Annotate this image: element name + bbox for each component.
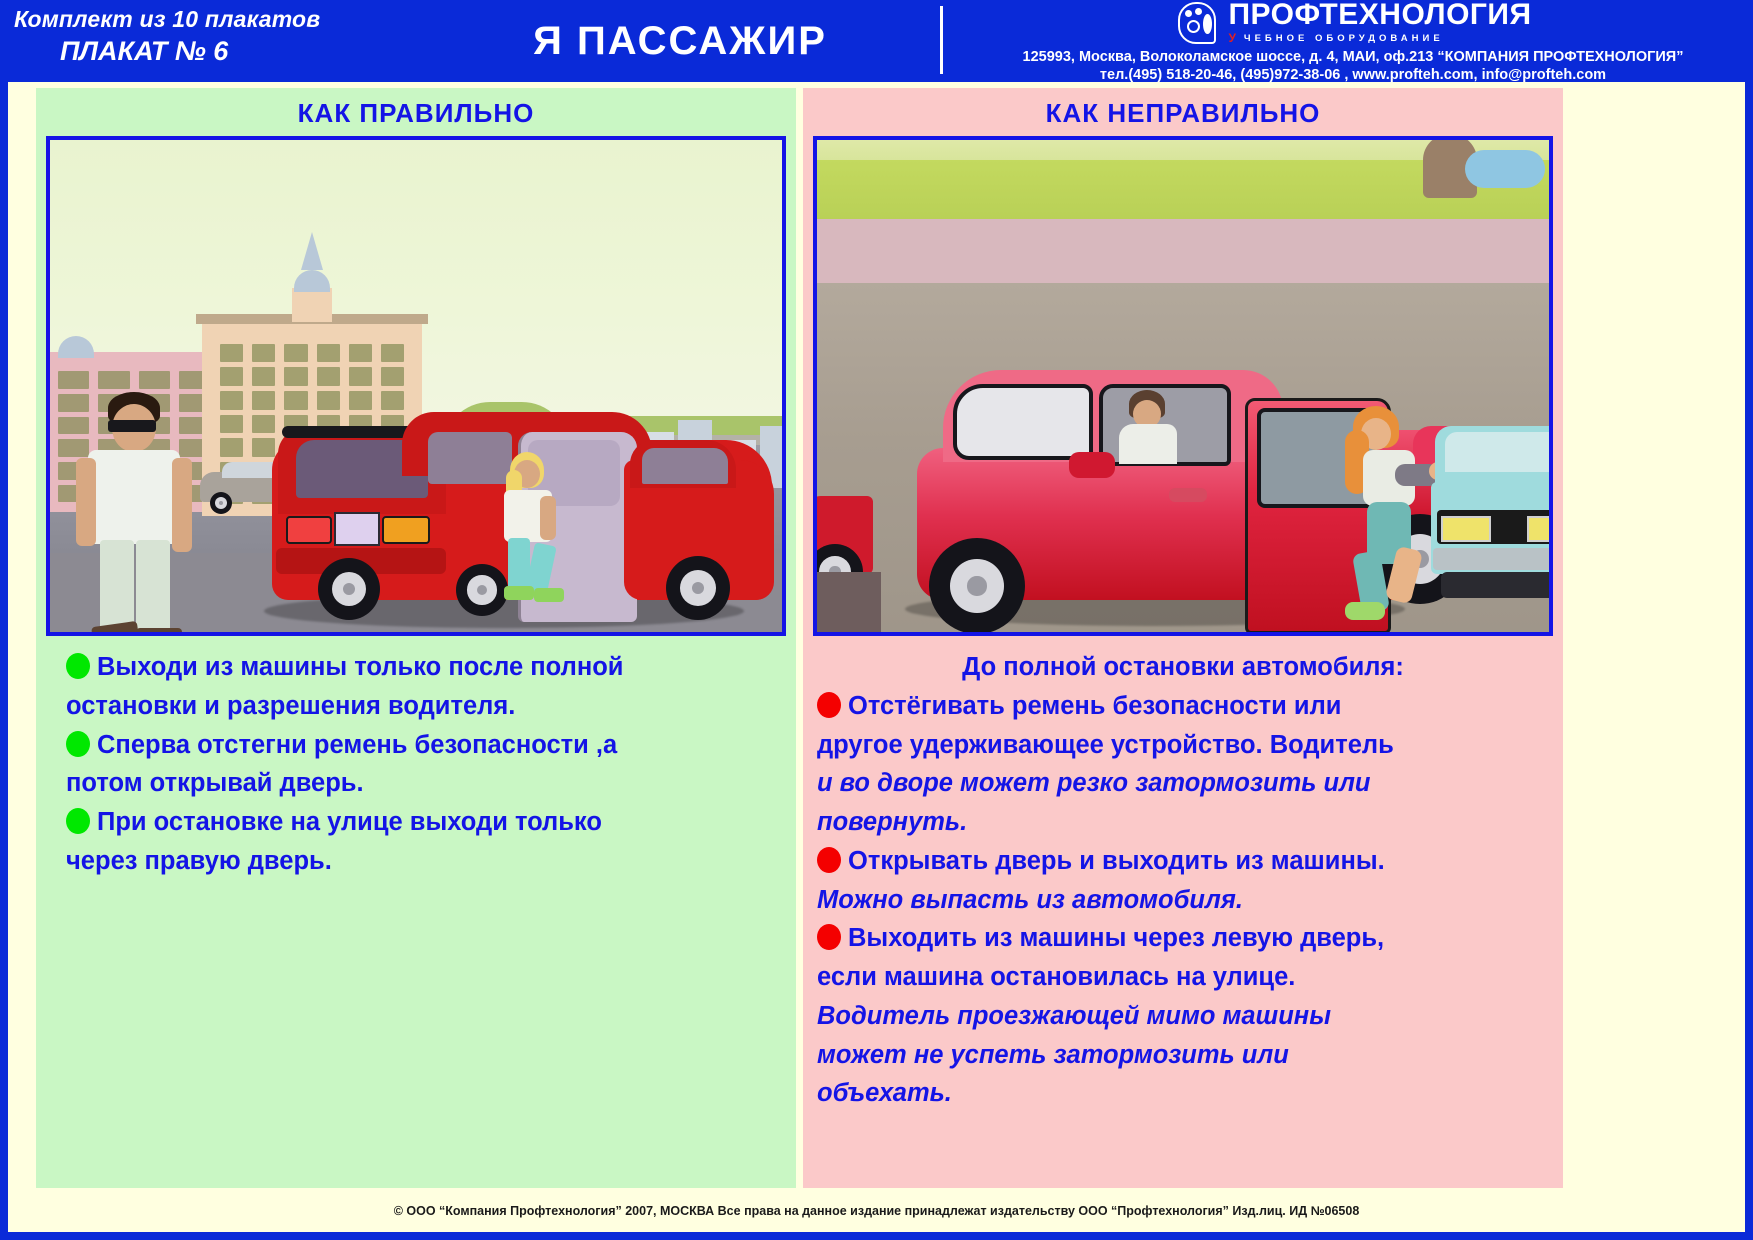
green-bullet-icon — [66, 731, 90, 757]
correct-text-block — [36, 648, 796, 881]
list-item-text: Сперва отстегни ремень безопасности ,а — [97, 730, 618, 759]
red-car-front-wheel — [666, 556, 730, 620]
header-center-block — [420, 0, 940, 82]
headlamp-left — [1441, 516, 1491, 542]
list-item — [66, 764, 782, 803]
list-item-text: потом открывай дверь. — [66, 769, 364, 798]
red-bullet-icon — [817, 924, 841, 950]
list-item-text: Выходить из машины через левую дверь, — [848, 924, 1385, 953]
list-item — [817, 919, 1549, 958]
oncoming-car — [1431, 396, 1553, 622]
company-logo — [1174, 0, 1531, 46]
list-item — [817, 1036, 1549, 1075]
incorrect-panel-heading: КАК НЕПРАВИЛЬНО — [1045, 98, 1321, 128]
company-tagline — [1228, 31, 1531, 45]
list-item-text: При остановке на улице выходи только — [97, 808, 602, 836]
company-contact-line2: тел.(495) 518-20-46, (495)972-38-06 , www.profteh.com, info@profteh.com — [1099, 66, 1607, 83]
sunglasses-icon — [108, 420, 156, 432]
incorrect-text-block — [803, 648, 1563, 1113]
license-plate — [334, 512, 380, 546]
plakat-number-label: ПЛАКАТ № 6 — [60, 36, 229, 66]
headlamp-right — [1527, 516, 1553, 542]
list-item — [817, 726, 1549, 765]
tower-spire — [301, 232, 323, 270]
incorrect-panel — [803, 88, 1563, 1188]
driver-figure — [1117, 390, 1201, 460]
company-address-line1: 125993, Москва, Волоколамское шоссе, д. 4, МАИ, оф.213 “КОМПАНИЯ ПРОФТЕХНОЛОГИЯ” — [1022, 48, 1684, 65]
list-item-text: объехать. — [817, 1079, 952, 1108]
header-left-block — [0, 0, 420, 82]
poster-footer — [8, 1195, 1745, 1227]
list-item-text: Открывать дверь и выходить из машины. — [848, 846, 1385, 875]
red-car-rear-wheel — [318, 558, 380, 620]
tail-light-right — [382, 516, 430, 544]
list-item — [817, 803, 1549, 842]
list-item — [66, 803, 782, 842]
list-item-text: если машина остановилась на улице. — [817, 963, 1296, 991]
incorrect-illustration — [813, 136, 1553, 636]
list-item — [817, 881, 1549, 920]
list-item-text: повернуть. — [817, 808, 968, 836]
list-item-text: может не успеть затормозить или — [817, 1040, 1289, 1069]
list-item — [66, 726, 782, 765]
red-bullet-icon — [817, 692, 841, 718]
list-item-text: Водитель проезжающей мимо машины — [817, 1001, 1331, 1030]
list-item-text: через правую дверь. — [66, 846, 332, 875]
list-item-text: До полной остановки автомобиля: — [962, 653, 1404, 681]
poster-body — [8, 82, 1745, 1232]
list-item-text: Можно выпасть из автомобиля. — [817, 885, 1243, 914]
list-item — [66, 687, 782, 726]
correct-panel — [36, 88, 796, 1188]
list-item-text: другое удерживающее устройство. Водитель — [817, 730, 1394, 759]
green-bullet-icon — [66, 808, 90, 834]
poster-header — [0, 0, 1753, 82]
list-item — [817, 842, 1549, 881]
profteh-logo-icon — [1174, 0, 1220, 46]
list-item — [66, 842, 782, 881]
red-bullet-icon — [817, 847, 841, 873]
pink-car-front-wheel — [929, 538, 1025, 634]
tagline-initial: У — [1228, 31, 1240, 45]
list-item — [66, 648, 782, 687]
list-item — [817, 687, 1549, 726]
list-item-text: Отстёгивать ремень безопасности или — [848, 691, 1342, 720]
list-item — [817, 958, 1549, 997]
list-item — [817, 1074, 1549, 1113]
set-label: Комплект из 10 плакатов — [14, 6, 321, 32]
list-item-text: и во дворе может резко затормозить или — [817, 769, 1371, 798]
tail-light-left — [286, 516, 332, 544]
pedestrian-man — [74, 392, 214, 632]
list-item — [817, 648, 1549, 687]
list-item — [817, 764, 1549, 803]
windshield — [953, 384, 1093, 460]
list-item-text: остановки и разрешения водителя. — [66, 691, 516, 720]
correct-panel-heading: КАК ПРАВИЛЬНО — [297, 98, 535, 128]
header-right-block — [943, 0, 1753, 82]
page-title: Я ПАССАЖИР — [533, 18, 827, 63]
copyright-text: © ООО “Компания Профтехнология” 2007, МОСКВА Все права на данное издание принадлежат издательству ООО “Профтехнология” Изд.лиц. ИД №06508 — [393, 1204, 1360, 1218]
correct-illustration — [46, 136, 786, 636]
list-item — [817, 997, 1549, 1036]
girl-exiting-car — [482, 452, 592, 632]
company-name: ПРОФТЕХНОЛОГИЯ — [1228, 0, 1532, 31]
list-item-text: Выходи из машины только после полной — [97, 653, 624, 681]
tagline-text: ЧЕБНОЕ ОБОРУДОВАНИЕ — [1243, 32, 1444, 44]
green-bullet-icon — [66, 653, 90, 679]
building-tower — [292, 288, 332, 322]
